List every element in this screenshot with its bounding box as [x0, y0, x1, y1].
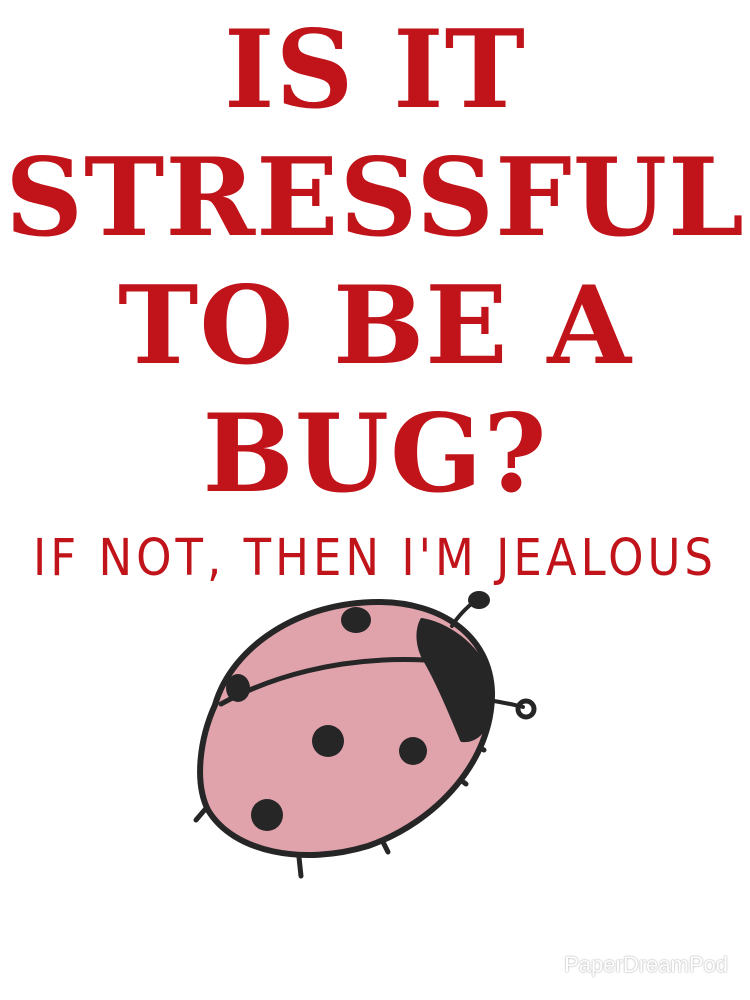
headline-line-2: STRESSFUL	[5, 135, 745, 261]
spot-4	[399, 737, 427, 765]
watermark: PaperDreamPod	[564, 952, 728, 977]
subline: IF NOT, THEN I'M JEALOUS	[32, 528, 717, 588]
headline-line-1: IS IT	[224, 7, 526, 133]
headline-line-3: TO BE A	[117, 263, 633, 389]
spot-2	[226, 674, 250, 702]
spot-3	[312, 725, 344, 757]
antenna-tip-right	[518, 701, 534, 717]
headline	[0, 6, 750, 518]
spot-5	[251, 799, 283, 831]
antenna-tip-top	[468, 591, 490, 609]
ladybug-icon	[180, 575, 560, 885]
headline-line-4: BUG?	[202, 391, 548, 517]
spot-1	[341, 607, 371, 633]
